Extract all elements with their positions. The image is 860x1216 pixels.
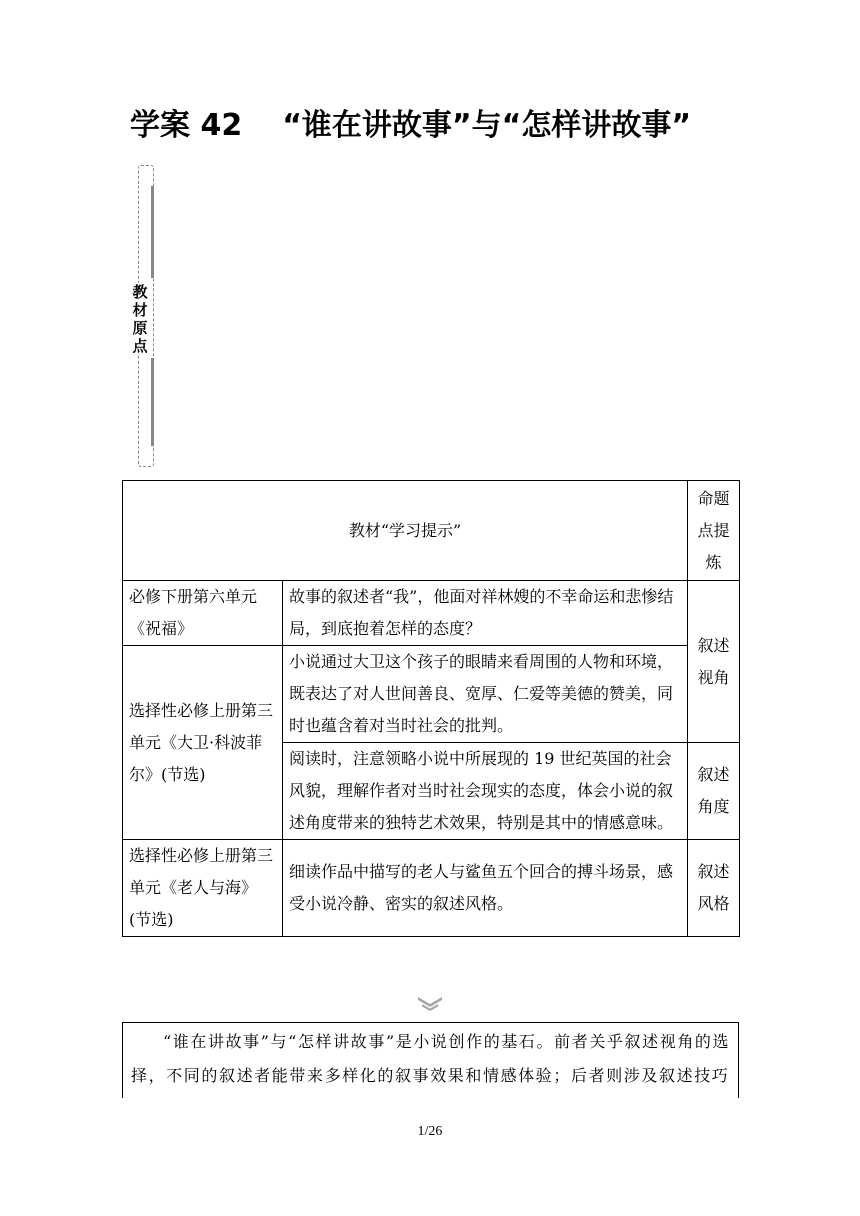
prompt-cell: 阅读时，注意领略小说中所展现的 19 世纪英国的社会风貌，理解作者对当时社会现实的态度，体会小说的叙述角度带来的独特艺术效果，特别是其中的情感意味。: [283, 743, 688, 840]
prompt-cell: 小说通过大卫这个孩子的眼睛来看周围的人物和环境，既表达了对人世间善良、宽厚、仁爱等美德的赞美，同时也蕴含着对当时社会的批判。: [283, 646, 688, 743]
header-learning-tips: 教材“学习提示”: [123, 481, 688, 581]
table-row: [123, 840, 740, 937]
page-number: 1/26: [417, 1124, 443, 1139]
sidebar-line-top: [151, 186, 154, 278]
source-cell: 选择性必修上册第三单元《老人与海》(节选): [123, 840, 283, 937]
prompt-cell: 故事的叙述者“我”，他面对祥林嫂的不幸命运和悲惨结局，到底抱着怎样的态度？: [283, 581, 688, 646]
lesson-number: 学案 42: [130, 108, 243, 143]
source-cell: 必修下册第六单元《祝福》: [123, 581, 283, 646]
tag-cell: 叙述角度: [688, 743, 740, 840]
sidebar-line-bottom: [151, 358, 154, 446]
table-row: [123, 581, 740, 646]
textbook-table: [122, 480, 740, 937]
table-row: [123, 646, 740, 743]
tag-cell: 叙述风格: [688, 840, 740, 937]
sidebar-label: 教材原点: [127, 283, 153, 355]
intro-paragraph: “谁在讲故事”与“怎样讲故事”是小说创作的基石。前者关乎叙述视角的选择，不同的叙述者能带来多样化的叙事效果和情感体验；后者则涉及叙述技巧: [122, 1022, 739, 1098]
prompt-cell: 细读作品中描写的老人与鲨鱼五个回合的搏斗场景，感受小说冷静、密实的叙述风格。: [283, 840, 688, 937]
lesson-title: “谁在讲故事”与“怎样讲故事”: [282, 108, 692, 143]
source-cell: 选择性必修上册第三单元《大卫·科波菲尔》(节选): [123, 646, 283, 840]
double-chevron-down-icon: [417, 996, 443, 1012]
tag-cell: 叙述视角: [688, 581, 740, 743]
page-title: [130, 106, 770, 146]
header-key-points: 命题点提炼: [688, 481, 740, 581]
table-header-row: [123, 481, 740, 581]
